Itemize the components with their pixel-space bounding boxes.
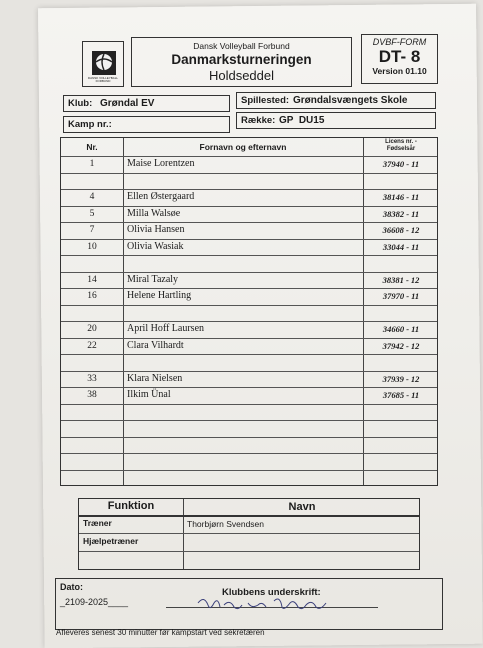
player-name[interactable]: Olivia Wasiak — [127, 240, 184, 252]
player-name[interactable]: Clara Vilhardt — [127, 339, 184, 351]
player-nr[interactable]: 1 — [89, 159, 95, 169]
volleyball-logo-icon — [89, 48, 119, 78]
player-name[interactable]: Helene Hartling — [127, 290, 192, 301]
spillested-value: Grøndalsvængets Skole — [293, 95, 408, 106]
header-funktion: Funktion — [107, 500, 155, 512]
kamp-field[interactable] — [63, 116, 230, 133]
klub-field[interactable] — [63, 95, 230, 112]
player-nr[interactable]: 5 — [89, 208, 95, 219]
dato-label: Dato: — [60, 582, 83, 592]
dvbf-logo — [82, 41, 124, 87]
player-nr[interactable]: 7 — [89, 225, 95, 235]
raekke-label: Række: — [241, 115, 276, 126]
title-box — [131, 37, 352, 87]
raekke-value: GP DU15 — [279, 115, 325, 126]
player-nr[interactable]: 14 — [87, 274, 97, 285]
player-name[interactable]: Olivia Hansen — [127, 224, 185, 235]
player-nr[interactable]: 38 — [87, 390, 97, 400]
player-nr[interactable]: 4 — [89, 192, 95, 202]
signature-section — [55, 578, 443, 630]
logo-text: DANSK VOLLEYBALL FORBUND — [87, 76, 119, 83]
player-name[interactable]: Klara Nielsen — [127, 372, 183, 384]
spillested-field[interactable] — [236, 92, 436, 109]
raekke-field[interactable] — [236, 112, 436, 129]
klub-value: Grøndal EV — [100, 98, 155, 109]
kamp-label: Kamp nr.: — [68, 119, 112, 130]
player-nr[interactable]: 16 — [87, 291, 97, 301]
signature-label: Klubbens underskrift: — [222, 587, 321, 598]
player-licens[interactable]: 38381 - 12 — [382, 274, 420, 285]
player-name[interactable]: Ilkim Ünal — [127, 389, 171, 400]
player-licens[interactable]: 38382 - 11 — [382, 208, 420, 219]
function-assistant-label: Hjælpetræner — [83, 536, 139, 546]
player-licens[interactable]: 37970 - 11 — [382, 291, 420, 301]
player-licens[interactable]: 34660 - 11 — [382, 324, 420, 334]
player-nr[interactable]: 20 — [87, 324, 97, 334]
player-name[interactable]: Milla Walsøe — [127, 207, 181, 219]
form-code: DT- 8 — [378, 47, 421, 66]
player-licens[interactable]: 36608 - 12 — [382, 225, 420, 235]
player-table — [60, 137, 438, 486]
player-name[interactable]: Miral Tazaly — [127, 273, 179, 285]
dato-value[interactable]: _2109-2025____ — [60, 597, 129, 607]
player-licens[interactable]: 37940 - 11 — [382, 159, 420, 169]
header-licens: Licens nr. - Fødselsår — [385, 139, 417, 152]
footer-note: Afleveres senest 30 minutter før kampstart ved sekretæren — [56, 628, 265, 637]
player-name[interactable]: April Hoff Laursen — [127, 323, 205, 334]
function-trainer-name[interactable]: Thorbjørn Svendsen — [187, 519, 265, 529]
form-version: Version 01.10 — [372, 66, 427, 76]
player-nr[interactable]: 33 — [87, 373, 97, 384]
player-nr[interactable]: 22 — [87, 340, 97, 351]
player-licens[interactable]: 37685 - 11 — [382, 390, 420, 400]
player-nr[interactable]: 10 — [87, 241, 97, 252]
form-subtitle: Holdseddel — [208, 68, 275, 83]
form-code-box — [361, 34, 438, 84]
function-trainer-label: Træner — [83, 518, 112, 528]
player-licens[interactable]: 38146 - 11 — [382, 192, 420, 202]
header-name: Fornavn og efternavn — [199, 142, 287, 152]
spillested-label: Spillested: — [241, 95, 290, 106]
form-title: Danmarksturneringen — [171, 52, 312, 67]
player-licens[interactable]: 37939 - 12 — [382, 373, 420, 384]
header-nr: Nr. — [86, 142, 98, 152]
organization-name: Dansk Volleyball Forbund — [193, 41, 290, 51]
player-name[interactable]: Ellen Østergaard — [127, 191, 195, 202]
signature-icon — [194, 593, 344, 617]
functions-table — [78, 498, 420, 570]
player-name[interactable]: Maise Lorentzen — [127, 158, 195, 169]
player-licens[interactable]: 33044 - 11 — [382, 241, 420, 252]
player-licens[interactable]: 37942 - 12 — [382, 340, 420, 351]
header-navn: Navn — [288, 501, 316, 513]
form-label: DVBF-FORM — [372, 37, 427, 47]
klub-label: Klub: — [68, 98, 93, 109]
